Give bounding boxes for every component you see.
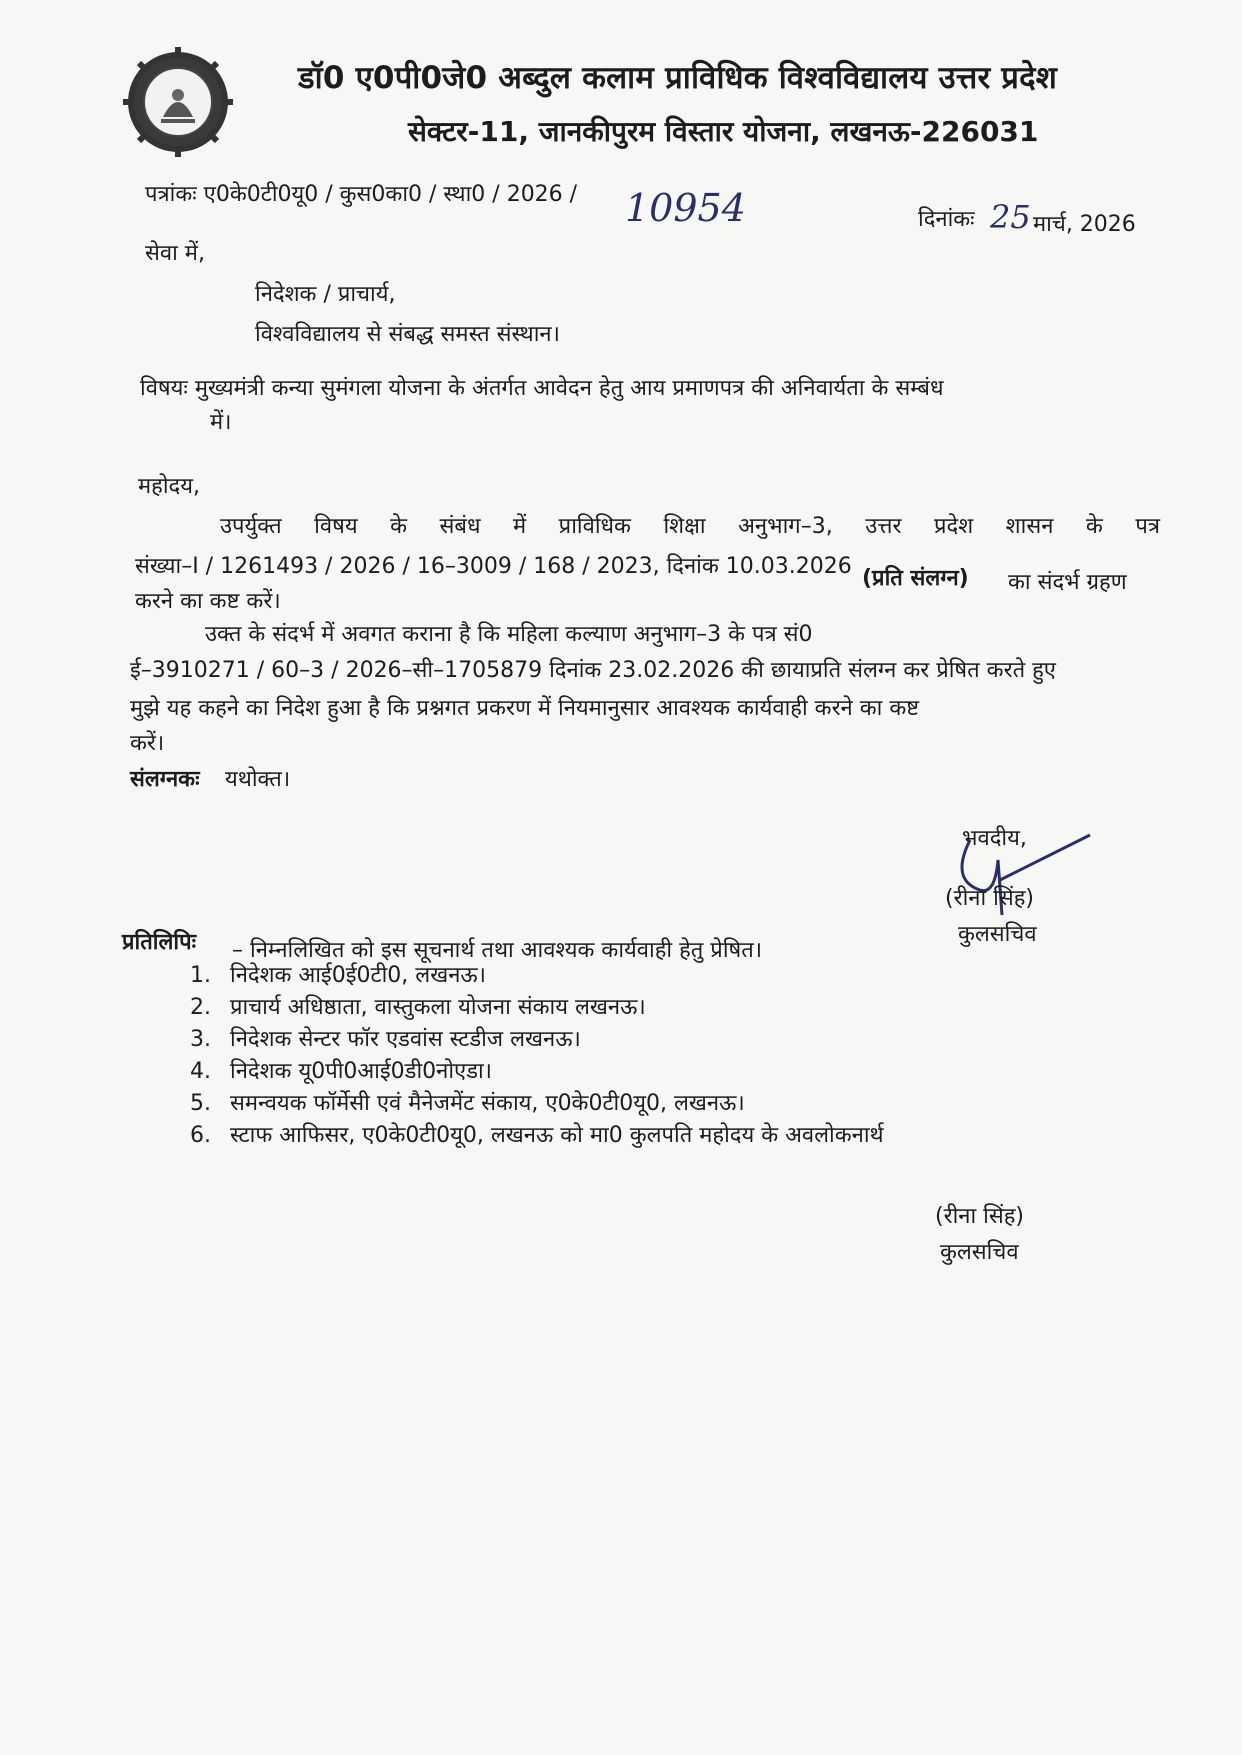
salutation-to: सेवा में, [145, 241, 205, 266]
reference-label: पत्रांकः ए0के0टी0यू0 / कुस0का0 / स्था0 / 2026 / [145, 182, 578, 207]
university-address: सेक्टर-11, जानकीपुरम विस्तार योजना, लखनऊ-226031 [408, 115, 1039, 148]
list-item: 4. निदेशक यू0पी0आई0डी0नोएडा। [190, 1059, 493, 1084]
recipient-line-1: निदेशक / प्राचार्य, [255, 282, 396, 307]
date-day-handwritten: 25 [990, 198, 1031, 236]
list-item: 1. निदेशक आई0ई0टी0, लखनऊ। [190, 963, 487, 988]
copy-signatory-name: (रीना सिंह) [935, 1204, 1025, 1229]
greeting: महोदय, [138, 474, 200, 499]
para2-line-2: ई–3910271 / 60–3 / 2026–सी–1705879 दिनांक 23.02.2026 की छायाप्रति संलग्न कर प्रेषित करते हुए [130, 658, 1056, 683]
enclosure-value: यथोक्त। [225, 767, 291, 792]
date-label: दिनांकः [918, 207, 975, 232]
enclosure-label: संलग्नकः [130, 767, 200, 792]
list-item: 5. समन्वयक फॉर्मेसी एवं मैनेजमेंट संकाय, ए0के0टी0यू0, लखनऊ। [190, 1091, 745, 1116]
para2-line-4: करें। [130, 731, 165, 756]
reference-number-handwritten: 10954 [625, 186, 746, 230]
para1-line-1: उपर्युक्त विषय के संबंध में प्राविधिक शिक्षा अनुभाग–3, उत्तर प्रदेश शासन के पत्र [220, 514, 1160, 539]
recipient-line-2: विश्वविद्यालय से संबद्ध समस्त संस्थान। [255, 322, 560, 347]
subject-line-1: विषयः मुख्यमंत्री कन्या सुमंगला योजना के अंतर्गत आवेदन हेतु आय प्रमाणपत्र की अनिवार्यता के सम्बंध [140, 376, 944, 401]
para1-enclosure-note: (प्रति संलग्न) [862, 566, 969, 591]
para1-line-2a: संख्या–I / 1261493 / 2026 / 16–3009 / 168 / 2023, दिनांक 10.03.2026 [135, 554, 852, 579]
para2-line-3: मुझे यह कहने का निदेश हुआ है कि प्रश्नगत प्रकरण में नियमानुसार आवश्यक कार्यवाही करने का कष्ट [130, 696, 920, 721]
signatory-name: (रीना सिंह) [945, 886, 1035, 911]
university-seal-icon [123, 47, 233, 157]
date-text: मार्च, 2026 [1033, 212, 1136, 237]
subject-line-2: में। [210, 410, 232, 435]
signatory-title: कुलसचिव [958, 922, 1037, 947]
list-item: 6. स्टाफ आफिसर, ए0के0टी0यू0, लखनऊ को मा0 कुलपति महोदय के अवलोकनार्थ [190, 1123, 884, 1148]
copy-signatory-title: कुलसचिव [940, 1240, 1019, 1265]
para2-line-1: उक्त के संदर्भ में अवगत कराना है कि महिला कल्याण अनुभाग–3 के पत्र सं0 [205, 622, 813, 647]
list-item: 2. प्राचार्य अधिष्ठाता, वास्तुकला योजना संकाय लखनऊ। [190, 995, 646, 1020]
copy-label: प्रतिलिपिः [122, 930, 197, 955]
signature-icon [940, 820, 1100, 930]
copy-list [190, 960, 884, 1152]
list-item: 3. निदेशक सेन्टर फॉर एडवांस स्टडीज लखनऊ। [190, 1027, 581, 1052]
para1-line-3: करने का कष्ट करें। [135, 589, 281, 614]
closing: भवदीय, [962, 826, 1027, 851]
para1-line-2b: का संदर्भ ग्रहण [1008, 570, 1127, 595]
copy-intro: – निम्नलिखित को इस सूचनार्थ तथा आवश्यक कार्यवाही हेतु प्रेषित। [232, 938, 763, 963]
university-name: डॉ0 ए0पी0जे0 अब्दुल कलाम प्राविधिक विश्वविद्यालय उत्तर प्रदेश [298, 60, 1058, 96]
